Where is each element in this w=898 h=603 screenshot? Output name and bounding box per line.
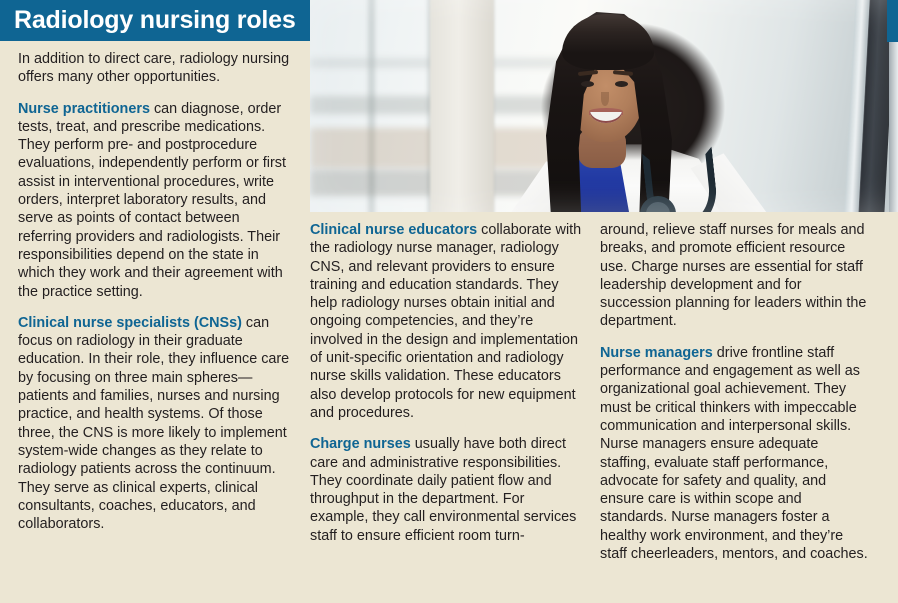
paragraph-lead-in: Clinical nurse educators bbox=[310, 222, 478, 238]
text-column-1 bbox=[18, 50, 292, 533]
paragraph-body: usually have both direct care and administrative responsibilities. They coordinate daily patient flow and throughput in the department. For example, they call environmental services staff to ensure efficient room turn- bbox=[310, 436, 577, 544]
article-paragraph bbox=[310, 435, 582, 545]
paragraph-body: drive frontline staff performance and engagement as well as organizational goal achievement. They must be critical thinkers with impeccable communication and interpersonal skills. Nurse managers ensure adequate staffing, evaluate staff performance, advocate for safety and quality, and ensure care is within scope and standards. Nurse managers foster a healthy work environment, and they’re staff cheerleaders, mentors, and coaches. bbox=[600, 344, 868, 563]
article-paragraph bbox=[18, 100, 292, 301]
corner-accent-block bbox=[887, 0, 898, 42]
paragraph-body: collaborate with the radiology nurse manager, radiology CNS, and relevant providers to ensure training and education standards. They help radiology nurses obtain initial and ongoing competencies, and they’re involved in the design and implementation of unit-specific orientation and radiology nurse skills validation. These educators also develop protocols for new equipment and procedures. bbox=[310, 222, 582, 421]
article-title-bar bbox=[0, 0, 310, 41]
article-paragraph bbox=[600, 344, 872, 564]
text-column-3 bbox=[600, 221, 872, 563]
paragraph-lead-in: Clinical nurse specialists (CNSs) bbox=[18, 314, 242, 331]
article-paragraph bbox=[18, 50, 292, 87]
paragraph-body: can diagnose, order tests, treat, and prescribe medications. They perform pre- and postprocedure evaluations, independently perform or first assist in interventional procedures, write orders, interpret laboratory results, and serve as points of contact between referring providers and radiologists. Their responsibilities depend on the state in which they work and their agreement with the practice setting. bbox=[18, 100, 286, 300]
article-paragraph bbox=[18, 314, 292, 534]
article-paragraph bbox=[600, 221, 872, 331]
paragraph-body: around, relieve staff nurses for meals and breaks, and promote efficient resource use. Charge nurses are essential for staff leadership development and for succession planning for leaders within the department. bbox=[600, 222, 867, 330]
paragraph-lead-in: Nurse practitioners bbox=[18, 100, 150, 117]
article-paragraph bbox=[310, 221, 582, 422]
paragraph-lead-in: Nurse managers bbox=[600, 344, 713, 361]
photo-vignette bbox=[310, 0, 898, 212]
paragraph-body: can focus on radiology in their graduate education. In their role, they influence care by focusing on three main spheres—patients and families, nurses and nursing practice, and health systems. Of those three, the CNS is more likely to implement system-wide changes as they relate to radiology patients across the continuum. They serve as clinical experts, clinical consultants, coaches, educators, and collaborators. bbox=[18, 314, 290, 533]
text-column-2 bbox=[310, 221, 582, 545]
paragraph-lead-in: Charge nurses bbox=[310, 436, 411, 453]
hero-photo bbox=[310, 0, 898, 212]
page-title: Radiology nursing roles bbox=[14, 6, 296, 34]
paragraph-body: In addition to direct care, radiology nursing offers many other opportunities. bbox=[18, 51, 290, 86]
